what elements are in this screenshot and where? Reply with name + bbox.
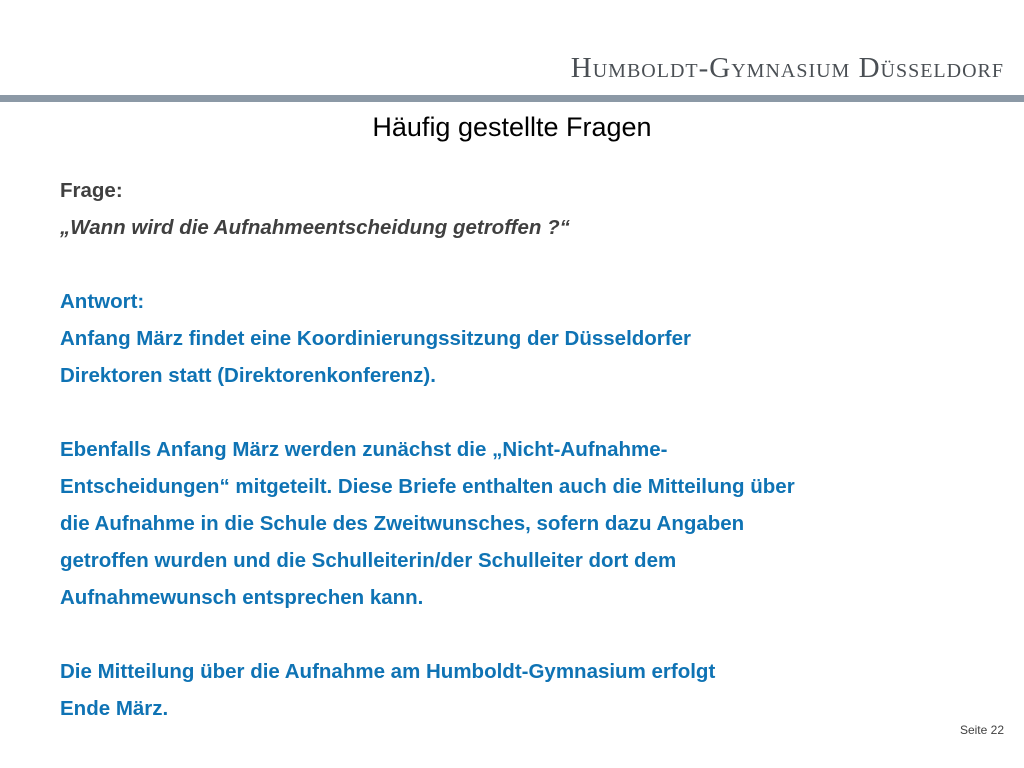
answer-label: Antwort: [60,290,145,313]
answer-line: Ebenfalls Anfang März werden zunächst die „Nicht-Aufnahme- [60,438,668,461]
spacer [60,246,1000,283]
slide-title: Häufig gestellte Fragen [372,112,652,142]
answer-line: die Aufnahme in die Schule des Zweitwunsches, sofern dazu Angaben [60,512,745,535]
spacer [60,394,1000,431]
answer-line: Ende März. [60,697,169,720]
page-number: Seite 22 [959,723,1004,737]
slide-content [60,172,1000,727]
question-text: „Wann wird die Aufnahmeentscheidung getroffen ?“ [60,216,570,239]
header-divider [0,95,1024,102]
answer-line: Entscheidungen“ mitgeteilt. Diese Briefe enthalten auch die Mitteilung über [60,475,795,498]
answer-line: Die Mitteilung über die Aufnahme am Humboldt-Gymnasium erfolgt [60,660,716,683]
school-name-header: Humboldt-Gymnasium Düsseldorf [570,52,1004,84]
answer-line: Direktoren statt (Direktorenkonferenz). [60,364,436,387]
answer-line: getroffen wurden und die Schulleiterin/der Schulleiter dort dem [60,549,677,572]
answer-line: Aufnahmewunsch entsprechen kann. [60,586,424,609]
spacer [60,616,1000,653]
answer-line: Anfang März findet eine Koordinierungssitzung der Düsseldorfer [60,327,691,350]
question-label: Frage: [60,179,123,202]
